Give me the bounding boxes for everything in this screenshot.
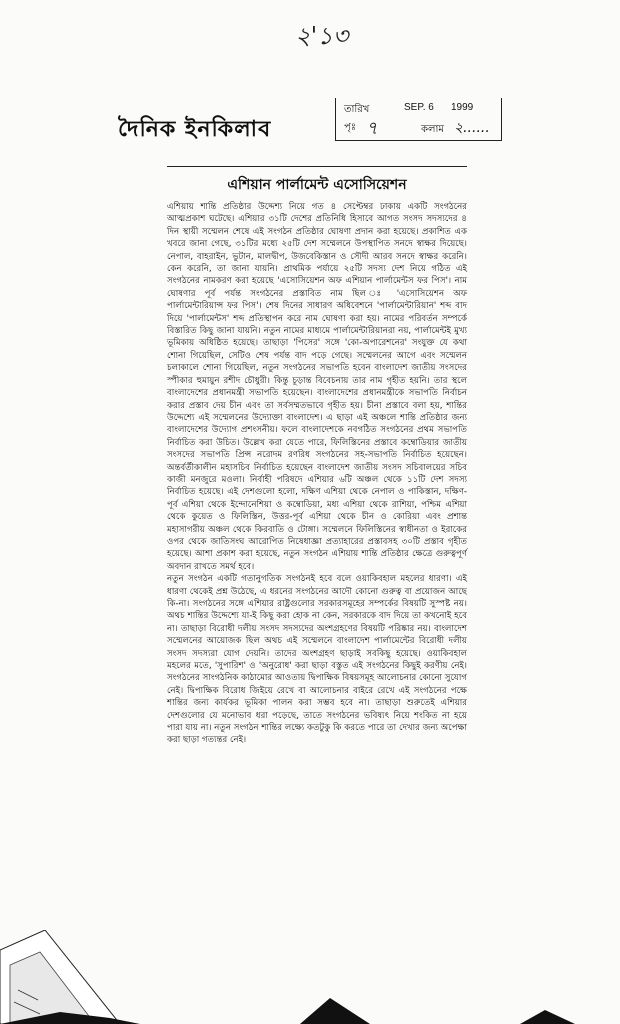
article-paragraph: এশিয়ায় শান্তি প্রতিষ্ঠার উদ্দেশ্য নিয়ে গত ৪ সেপ্টেম্বর ঢাকায় একটি সংগঠনের আত্মপ্রকাশ ঘটেছে। এশিয়ার ৩১টি দেশের প্রতিনিধি হিসাবে আগত সংসদ সদস্যদের ৪ দিন স্থায়ী সম্মেলন শেষে এই সংগঠন প্রতিষ্ঠার ঘোষণা প্রদান করা হয়েছে। প্রকাশিত এক খবরে জানা গেছে, ৩১টির মধ্যে ২৫টি দেশ সম্মেলনে উপস্থাপিত সনদে স্বাক্ষর দিয়েছে। নেপাল, বাহরাইন, ভুটান, মালদ্বীপ, উজবেকিস্তান ও সৌদী আরব সনদে স্বাক্ষর করেনি। কেন করেনি, তা জানা যায়নি। প্রাথমিক পর্যায়ে ২৫টি সদস্য দেশ নিয়ে গঠিত এই সংগঠনের নামকরণ করা হয়েছে 'এসোসিয়েশন অফ এশিয়ান পার্লামেন্টস ফর পিস'। নাম ঘোষণার পূর্ব পর্যন্ত সংগঠনের প্রস্তাবিত নাম ছিল ঃ 'এসোসিয়েশন অফ পার্লামেন্টারিয়ান্স ফর পিস'। শেষ দিনের সাধারণ অধিবেশনে 'পার্লামেন্টারিয়ান' শব্দ বাদ দিয়ে 'পার্লামেন্টস' শব্দ প্রতিস্থাপন করে নাম ঘোষণা করা হয়। নামের পরিবর্তন সম্পর্কে বিস্তারিত কিছু জানা যায়নি। নতুন নামের মাধ্যমে পার্লামেন্টারিয়ানরা নয়, পার্লামেন্টই মুখ্য ভূমিকায় অধিষ্ঠিত হয়েছে। তাছাড়া 'পিসের' সঙ্গে 'কো-অপারেশনের' সংযুক্ত যে কথা শোনা গিয়েছিল, সেটিও শেষ পর্যন্ত বাদ পড়ে গেছে। সম্মেলনের আগে এবং সম্মেলন চলাকালে শোনা গিয়েছিল, নতুন সংগঠনের সভাপতি হবেন বাংলাদেশ জাতীয় সংসদের স্পীকার হুমায়ুন রশীদ চৌধুরী। কিন্তু চূড়ান্ত বিবেচনায় তার নাম গৃহীত হয়নি। তার স্থলে বাংলাদেশের প্রধানমন্ত্রী সভাপতি হয়েছেন। বাংলাদেশের প্রধানমন্ত্রীকে সভাপতি নির্বাচন করার প্রস্তাব দেয় চীন এবং তা সর্বসম্মতভাবে গৃহীত হয়। চীনা প্রস্তাবে বলা হয়, শান্তির উদ্দেশ্যে এই সম্মেলনের উদ্যোক্তা বাংলাদেশ। এ ছাড়া এই অঞ্চলে শান্তি প্রতিষ্ঠার জন্য বাংলাদেশের উদ্যোগ প্রশংসনীয়। ফলে বাংলাদেশকে নবগঠিত সংগঠনের প্রথম সভাপতি নির্বাচিত করা উচিত। উল্লেখ করা যেতে পারে, ফিলিস্তিনের প্রস্তাবে কম্বোডিয়ার জাতীয় সংসদের সভাপতি প্রিন্স নরোদম রণরিধ সংগঠনের সহ-সভাপতি নির্বাচিত হয়েছেন। অন্তর্বর্তীকালীন মহাসচিব নির্বাচিত হয়েছেন বাংলাদেশ জাতীয় সংসদ সচিবালয়ের সচিব কাজী মনজুরে মওলা। নির্বাহী পরিষদে এশিয়ার ৬টি অঞ্চল থেকে ১১টি দেশ সদস্য নির্বাচিত হয়েছে। এই দেশগুলো হলো, দক্ষিণ এশিয়া থেকে নেপাল ও পাকিস্তান, দক্ষিণ-পূর্ব এশিয়া থেকে ইন্দোনেশিয়া ও কম্বোডিয়া, মধ্য এশিয়া থেকে রাশিয়া, পশ্চিম এশিয়া থেকে কুয়েত ও ফিলিস্তিন, উত্তর-পূর্ব এশিয়া থেকে চীন ও কোরিয়া এবং প্রশান্ত মহাসাগরীয় অঞ্চল থেকে কিরবাতি ও টোঙ্গা। সম্মেলনে ফিলিস্তিনের স্বাধীনতা ও ইরাকের ওপর থেকে জাতিসংঘ আরোপিত নিষেধাজ্ঞা প্রত্যাহারের প্রস্তাবসহ ৩০টি প্রস্তাব গৃহীত হয়েছে। আশা প্রকাশ করা হয়েছে, নতুন সংগঠন এশিয়ায় শান্তি প্রতিষ্ঠার ক্ষেত্রে গুরুত্বপূর্ণ অবদান রাখতে সমর্থ হবে। xyxy=(167,202,467,572)
article-paragraph: নতুন সংগঠন একটি গতানুগতিক সংগঠনই হবে বলে ওয়াকিবহাল মহলের ধারণা। এই ধারণা থেকেই প্রশ্ন উঠেছে, এ ধরনের সংগঠনের আদৌ কোনো গুরুত্ব বা প্রয়োজন আছে কি-না। সংগঠনের সঙ্গে এশিয়ার রাষ্ট্রগুলোর সরকারসমূহের সম্পর্কের বিষয়টি সুস্পষ্ট নয়। অথচ শান্তির উদ্দেশ্যে যা-ই কিছু করা হোক না কেন, সরকারকে বাদ দিয়ে তা কখনোই হবে না। তাছাড়া বিরোধী দলীয় সংসদ সদস্যদের অংশগ্রহণের বিষয়টি পরিষ্কার নয়। বাংলাদেশ সম্মেলনের আয়োজক ছিল অথচ এই সম্মেলনে বাংলাদেশ পার্লামেন্টের বিরোধী দলীয় সংসদ সদস্যরা যোগ দেয়নি। তাদের অংশগ্রহণ ছাড়াই সবকিছু হয়েছে। ওয়াকিবহাল মহলের মতে, 'সুপারিশ' ও 'অনুরোধ' করা ছাড়া বস্তুত এই সংগঠনের কিছুই করণীয় নেই। সংগঠনের সাংগঠনিক কাঠামোর আওতায় দ্বিপাক্ষিক বিষয়সমূহ আলোচনার কোনো সুযোগ নেই। দ্বিপাক্ষিক বিরোধ জিইয়ে রেখে বা আলোচনার বাইরে রেখে এই সংগঠনের পক্ষে শান্তির জন্য কার্যকর ভূমিকা পালন করা সম্ভব হবে না। তাছাড়া শুরুতেই এশিয়ার দেশগুলোর যে মনোভাব ধরা পড়েছে, তাতে সংগঠনের ভবিষ্যৎ নিয়ে শংকিত না হয়ে পারা যায় না। নতুন সংগঠন শান্তির লক্ষ্যে কতটুকু কি করতে পারে তা দেখার জন্য অপেক্ষা করা ছাড়া গত্যন্তর নেই। xyxy=(167,574,467,746)
article-headline: এশিয়ান পার্লামেন্ট এসোসিয়েশন xyxy=(227,177,407,193)
date-label: তারিখ xyxy=(344,104,370,115)
page-number: ৭ xyxy=(366,118,378,139)
year-value: 1999 xyxy=(451,102,474,113)
column-number: ২...... xyxy=(454,120,490,136)
newspaper-masthead: দৈনিক ইনকিলাব xyxy=(118,116,272,142)
date-stamp-box xyxy=(335,98,502,141)
article xyxy=(167,166,467,956)
torn-bottom-edge xyxy=(0,984,620,1024)
handwritten-note: ২‌'১৩ xyxy=(295,22,349,50)
top-rule xyxy=(167,166,467,167)
column-label: কলাম xyxy=(421,124,444,135)
date-value: SEP. 6 xyxy=(404,102,434,113)
article-body xyxy=(167,201,467,747)
page-label: পৃঃ xyxy=(344,122,357,133)
